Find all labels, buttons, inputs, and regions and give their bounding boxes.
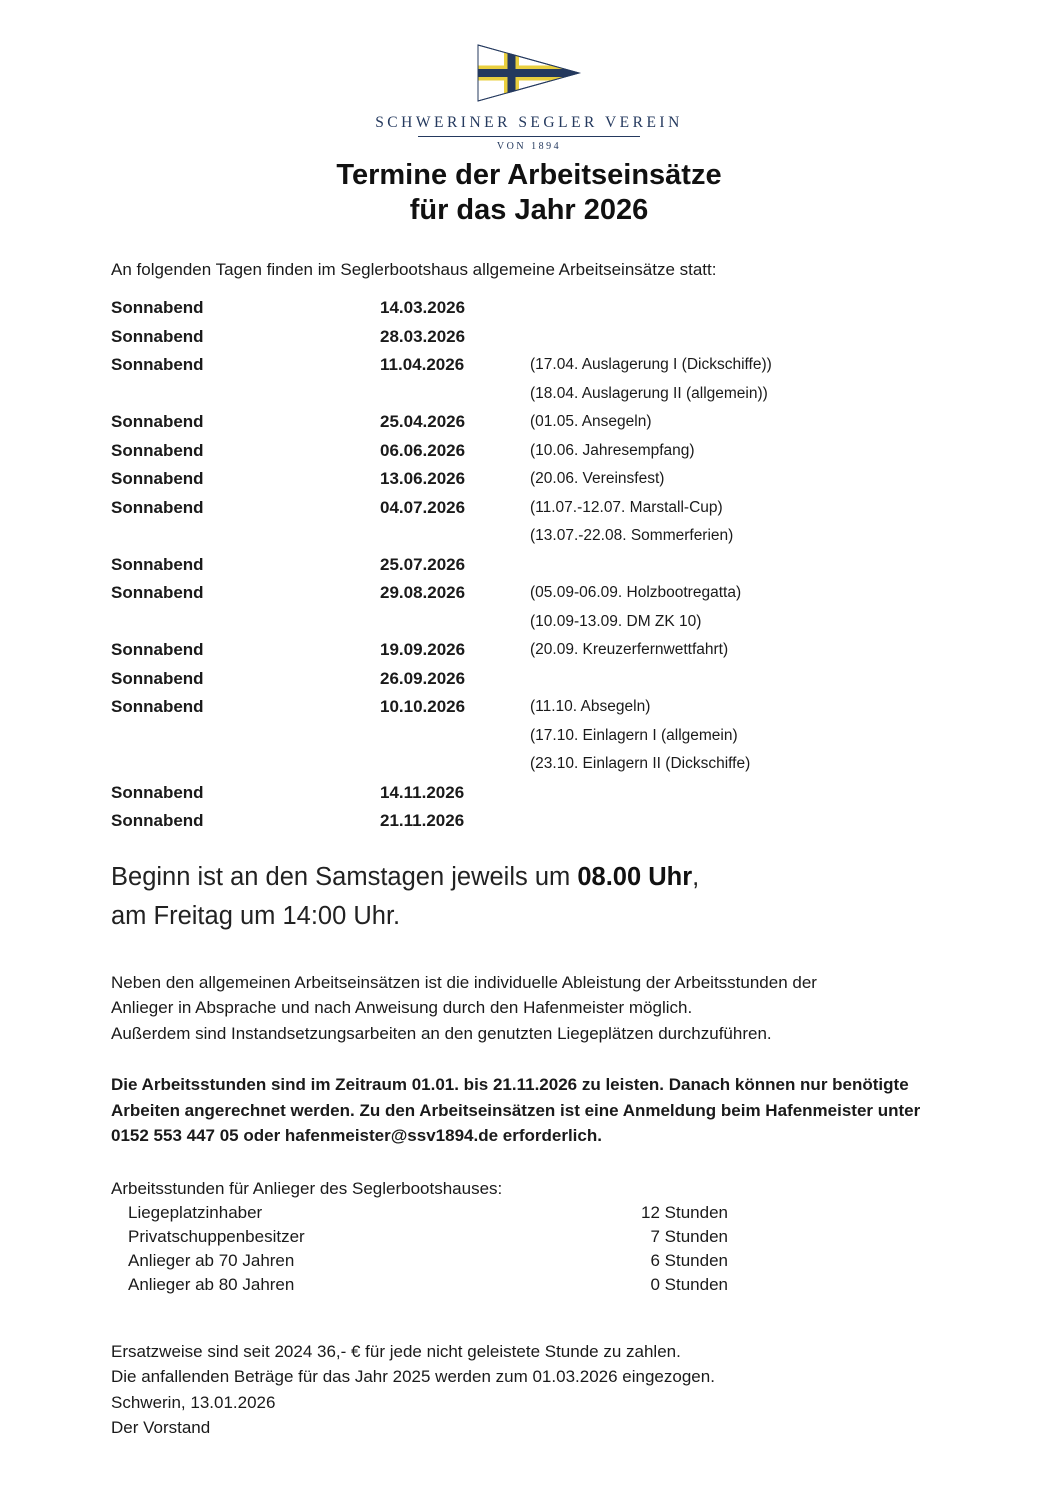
hours-value: 6 Stunden xyxy=(650,1250,728,1270)
schedule-day: Sonnabend xyxy=(111,355,204,375)
schedule-row xyxy=(111,750,947,779)
schedule-row xyxy=(111,408,947,437)
schedule-note: (11.10. Absegeln) xyxy=(530,698,651,716)
hours-row xyxy=(111,1225,728,1249)
schedule-row xyxy=(111,323,947,352)
schedule-row xyxy=(111,665,947,694)
schedule-day: Sonnabend xyxy=(111,298,204,318)
schedule-day: Sonnabend xyxy=(111,469,204,489)
schedule-note: (13.07.-22.08. Sommerferien) xyxy=(530,527,734,545)
schedule-note: (05.09-06.09. Holzbootregatta) xyxy=(530,584,742,602)
schedule-row xyxy=(111,579,947,608)
schedule-row xyxy=(111,636,947,665)
schedule-row xyxy=(111,608,947,637)
schedule-row xyxy=(111,551,947,580)
schedule-note: (20.06. Vereinsfest) xyxy=(530,470,665,488)
schedule-date: 11.04.2026 xyxy=(380,355,465,375)
schedule-row xyxy=(111,437,947,466)
schedule-day: Sonnabend xyxy=(111,412,204,432)
paragraph-line: Anlieger in Absprache und nach Anweisung durch den Hafenmeister möglich. xyxy=(111,998,693,1017)
hours-value: 0 Stunden xyxy=(650,1274,728,1294)
schedule-date: 19.09.2026 xyxy=(380,640,466,660)
schedule-row xyxy=(111,294,947,323)
schedule-note: (17.10. Einlagern I (allgemein) xyxy=(530,726,738,744)
schedule-date: 21.11.2026 xyxy=(380,811,465,831)
schedule-note: (18.04. Auslagerung II (allgemein)) xyxy=(530,384,768,402)
begin-line2: am Freitag um 14:00 Uhr. xyxy=(111,901,401,930)
schedule-date: 06.06.2026 xyxy=(380,440,466,460)
hours-value: 12 Stunden xyxy=(641,1202,728,1222)
begin-note xyxy=(111,858,947,936)
schedule-day: Sonnabend xyxy=(111,640,204,660)
schedule-table xyxy=(111,294,947,836)
paragraph-line: Außerdem sind Instandsetzungsarbeiten an den genutzten Liegeplätzen durchzuführen. xyxy=(111,1023,772,1043)
schedule-day: Sonnabend xyxy=(111,668,204,688)
schedule-row xyxy=(111,693,947,722)
club-name: SCHWERINER SEGLER VEREIN xyxy=(375,114,683,131)
hours-row xyxy=(111,1201,728,1225)
paragraph-line: 0152 553 447 05 oder hafenmeister@ssv1894.de erforderlich. xyxy=(111,1126,602,1145)
paragraph-line: Die Arbeitsstunden sind im Zeitraum 01.01. bis 21.11.2026 zu leisten. Danach können nur benötigte xyxy=(111,1075,909,1094)
footer-line: Ersatzweise sind seit 2024 36,- € für jede nicht geleistete Stunde zu zahlen. xyxy=(111,1341,681,1361)
schedule-row xyxy=(111,722,947,751)
schedule-date: 28.03.2026 xyxy=(380,326,466,346)
schedule-day: Sonnabend xyxy=(111,497,204,517)
hours-section xyxy=(111,1177,947,1297)
schedule-date: 25.07.2026 xyxy=(380,554,466,574)
schedule-day: Sonnabend xyxy=(111,326,204,346)
begin-time-bold: 08.00 Uhr xyxy=(577,862,693,891)
begin-line1: Beginn ist an den Samstagen jeweils um 08.00 Uhr, xyxy=(111,862,700,891)
paragraph-line: Neben den allgemeinen Arbeitseinsätzen ist die individuelle Ableistung der Arbeitsstunden der xyxy=(111,972,817,992)
schedule-row xyxy=(111,465,947,494)
page-title-line1: Termine der Arbeitseinsätze xyxy=(336,159,722,191)
schedule-date: 10.10.2026 xyxy=(380,697,466,717)
club-pennant-icon xyxy=(476,44,582,102)
club-logo xyxy=(111,44,947,152)
schedule-note: (23.10. Einlagern II (Dickschiffe) xyxy=(530,755,751,773)
schedule-day: Sonnabend xyxy=(111,811,204,831)
schedule-row xyxy=(111,807,947,836)
hours-list xyxy=(111,1201,728,1297)
hours-label: Anlieger ab 70 Jahren xyxy=(128,1250,295,1270)
hours-label: Anlieger ab 80 Jahren xyxy=(128,1274,295,1294)
schedule-date: 14.11.2026 xyxy=(380,782,465,802)
schedule-row xyxy=(111,494,947,523)
footer-block xyxy=(111,1339,947,1441)
paragraph-individual xyxy=(111,970,947,1047)
schedule-date: 14.03.2026 xyxy=(380,298,466,318)
hours-value: 7 Stunden xyxy=(650,1226,728,1246)
schedule-date: 25.04.2026 xyxy=(380,412,466,432)
schedule-note: (10.06. Jahresempfang) xyxy=(530,441,695,459)
hours-label: Liegeplatzinhaber xyxy=(128,1202,263,1222)
footer-line: Schwerin, 13.01.2026 xyxy=(111,1392,276,1412)
hours-row xyxy=(111,1273,728,1297)
schedule-date: 13.06.2026 xyxy=(380,469,466,489)
schedule-note: (11.07.-12.07. Marstall-Cup) xyxy=(530,498,723,516)
schedule-note: (17.04. Auslagerung I (Dickschiffe)) xyxy=(530,356,772,374)
page-title xyxy=(111,158,947,228)
footer-line: Die anfallenden Beträge für das Jahr 2025 werden zum 01.03.2026 eingezogen. xyxy=(111,1367,715,1386)
club-name-divider xyxy=(418,136,640,137)
page-title-line2: für das Jahr 2026 xyxy=(409,194,649,226)
schedule-day: Sonnabend xyxy=(111,583,204,603)
schedule-date: 29.08.2026 xyxy=(380,583,466,603)
schedule-day: Sonnabend xyxy=(111,697,204,717)
club-founding-year: VON 1894 xyxy=(496,141,562,152)
intro-text: An folgenden Tagen finden im Seglerbootshaus allgemeine Arbeitseinsätze statt: xyxy=(111,260,717,279)
footer-line: Der Vorstand xyxy=(111,1418,211,1437)
schedule-note: (01.05. Ansegeln) xyxy=(530,413,652,431)
hours-heading: Arbeitsstunden für Anlieger des Seglerbootshauses: xyxy=(111,1178,503,1198)
schedule-row xyxy=(111,351,947,380)
schedule-row xyxy=(111,522,947,551)
paragraph-line: Arbeiten angerechnet werden. Zu den Arbeitseinsätzen ist eine Anmeldung beim Hafenmeister unter xyxy=(111,1100,921,1120)
schedule-note: (10.09-13.09. DM ZK 10) xyxy=(530,612,702,630)
schedule-row xyxy=(111,779,947,808)
schedule-date: 26.09.2026 xyxy=(380,668,466,688)
hours-label: Privatschuppenbesitzer xyxy=(128,1226,305,1246)
paragraph-notice-bold xyxy=(111,1072,947,1149)
schedule-day: Sonnabend xyxy=(111,440,204,460)
hours-row xyxy=(111,1249,728,1273)
schedule-row xyxy=(111,380,947,409)
schedule-date: 04.07.2026 xyxy=(380,497,466,517)
schedule-day: Sonnabend xyxy=(111,782,204,802)
schedule-day: Sonnabend xyxy=(111,554,204,574)
schedule-note: (20.09. Kreuzerfernwettfahrt) xyxy=(530,641,729,659)
